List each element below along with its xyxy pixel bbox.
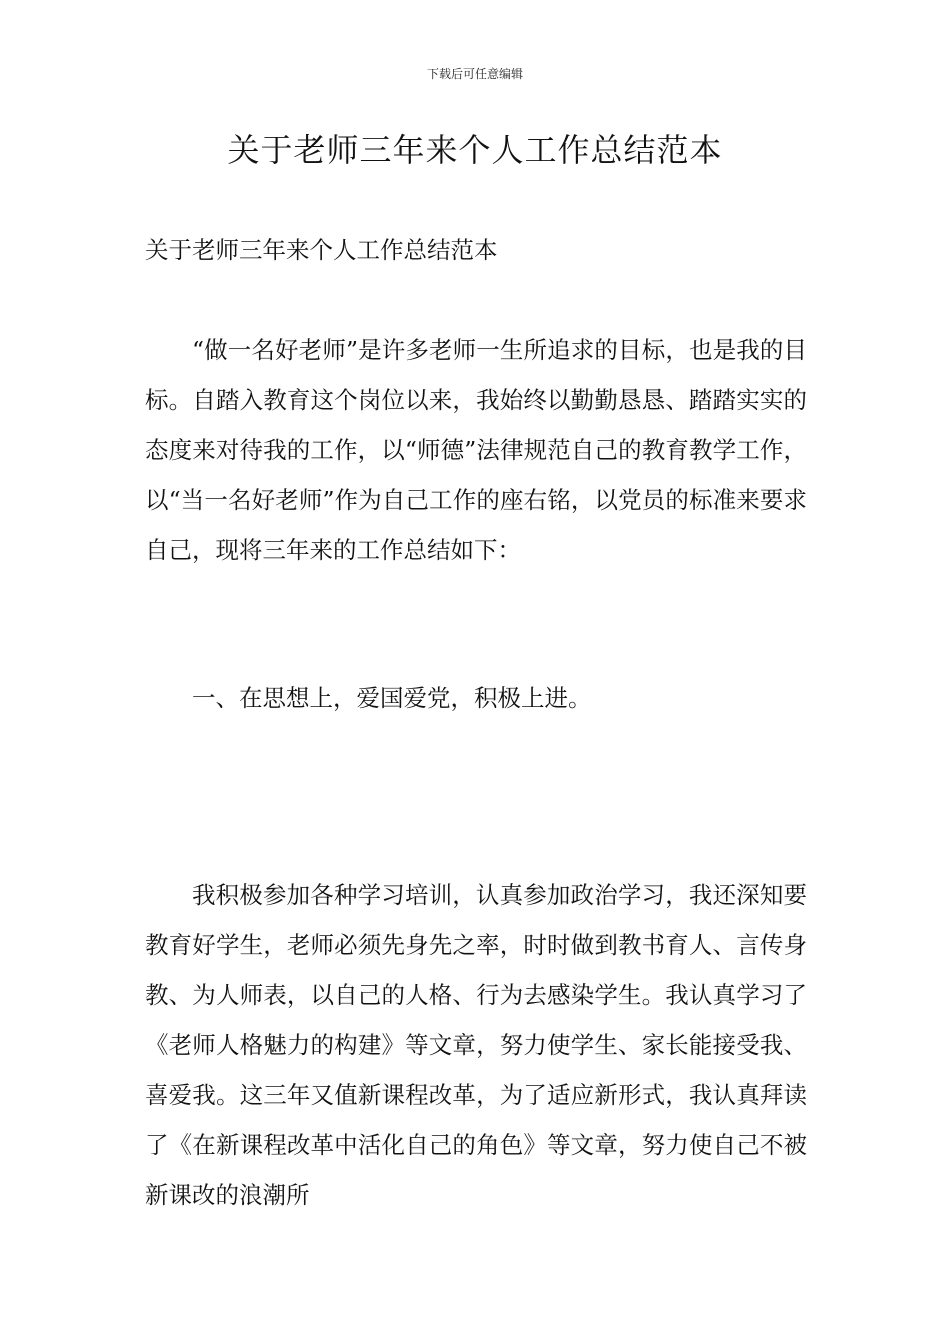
section-heading-1: 一、在思想上，爱国爱党，积极上进。: [192, 684, 592, 712]
header-note: 下载后可任意编辑: [426, 67, 523, 81]
paragraph-section-1-body: 我积极参加各种学习培训，认真参加政治学习，我还深知要教育好学生，老师必须先身先之率，时时做到教书育人、言传身教、为人师表，以自己的人格、行为去感染学生。我认真学习了《老师人格魅力的构建》等文章，努力使学生、家长能接受我、喜爱我。这三年又值新课程改革，为了适应新形式，我认真拜读了《在新课程改革中活化自己的角色》等文章，努力使自己不被新课改的浪潮所: [145, 881, 807, 1209]
document-subtitle: 关于老师三年来个人工作总结范本: [145, 236, 498, 264]
paragraph-intro: “做一名好老师”是许多老师一生所追求的目标，也是我的目标。自踏入教育这个岗位以来，我始终以勤勤恳恳、踏踏实实的态度来对待我的工作，以“师德”法律规范自己的教育教学工作，以“当一名好老师”作为自己工作的座右铭，以党员的标准来要求自己，现将三年来的工作总结如下：: [145, 336, 807, 564]
document-title: 关于老师三年来个人工作总结范本: [227, 131, 723, 169]
